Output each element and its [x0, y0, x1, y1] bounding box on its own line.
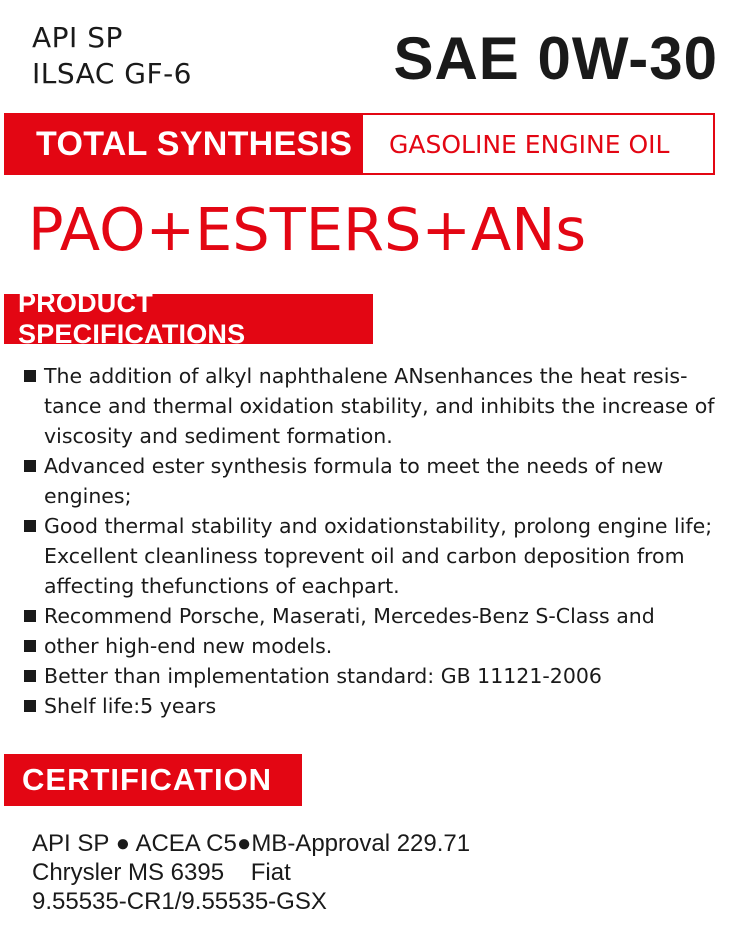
api-standards [32, 20, 192, 92]
spec-item [24, 511, 740, 601]
spec-item-text: Shelf life:5 years [44, 694, 217, 718]
bullet-square-icon [24, 460, 36, 472]
bullet-square-icon [24, 670, 36, 682]
spec-item-text: other high-end new models. [44, 634, 333, 658]
spec-item-text: The addition of alkyl naphthalene ANsenhances the heat resis-tance and thermal oxidation stability, and inhibits the increase of viscosity and sediment formation. [44, 364, 715, 448]
certification-details [32, 829, 470, 916]
spec-item [24, 601, 740, 631]
bullet-square-icon [24, 370, 36, 382]
spec-item-text: Recommend Porsche, Maserati, Mercedes-Benz S-Class and [44, 604, 655, 628]
certification-line: Chrysler MS 6395 Fiat [32, 859, 291, 886]
spec-item-text: Better than implementation standard: GB 11121-2006 [44, 664, 602, 688]
base-oil-formula: PAO+ESTERS+ANs [28, 195, 587, 264]
spec-item-text: Good thermal stability and oxidationstability, prolong engine life; Excellent cleanliness toprevent oil and carbon deposition from affecting thefunctions of eachpart. [44, 514, 713, 598]
bullet-square-icon [24, 520, 36, 532]
spec-item [24, 361, 740, 451]
bullet-square-icon [24, 700, 36, 712]
certification-line: API SP ● ACEA C5●MB-Approval 229.71 [32, 830, 471, 857]
certification-line: 9.55535-CR1/9.55535-GSX [32, 888, 327, 915]
spec-item [24, 631, 740, 661]
bullet-square-icon [24, 640, 36, 652]
product-specifications-heading: PRODUCT SPECIFICATIONS [4, 294, 373, 344]
total-synthesis-label: TOTAL SYNTHESIS [6, 115, 363, 173]
specifications-list [24, 361, 740, 721]
engine-oil-type-label: GASOLINE ENGINE OIL [363, 115, 713, 173]
spec-item [24, 661, 740, 691]
certification-heading: CERTIFICATION [4, 754, 302, 806]
spec-item [24, 451, 740, 511]
product-banner [4, 113, 715, 175]
api-sp-label: API SP [32, 21, 123, 54]
viscosity-grade: SAE 0W-30 [393, 25, 718, 92]
bullet-square-icon [24, 610, 36, 622]
spec-item-text: Advanced ester synthesis formula to meet the needs of new engines; [44, 454, 664, 508]
ilsac-label: ILSAC GF-6 [32, 57, 192, 90]
spec-item [24, 691, 740, 721]
